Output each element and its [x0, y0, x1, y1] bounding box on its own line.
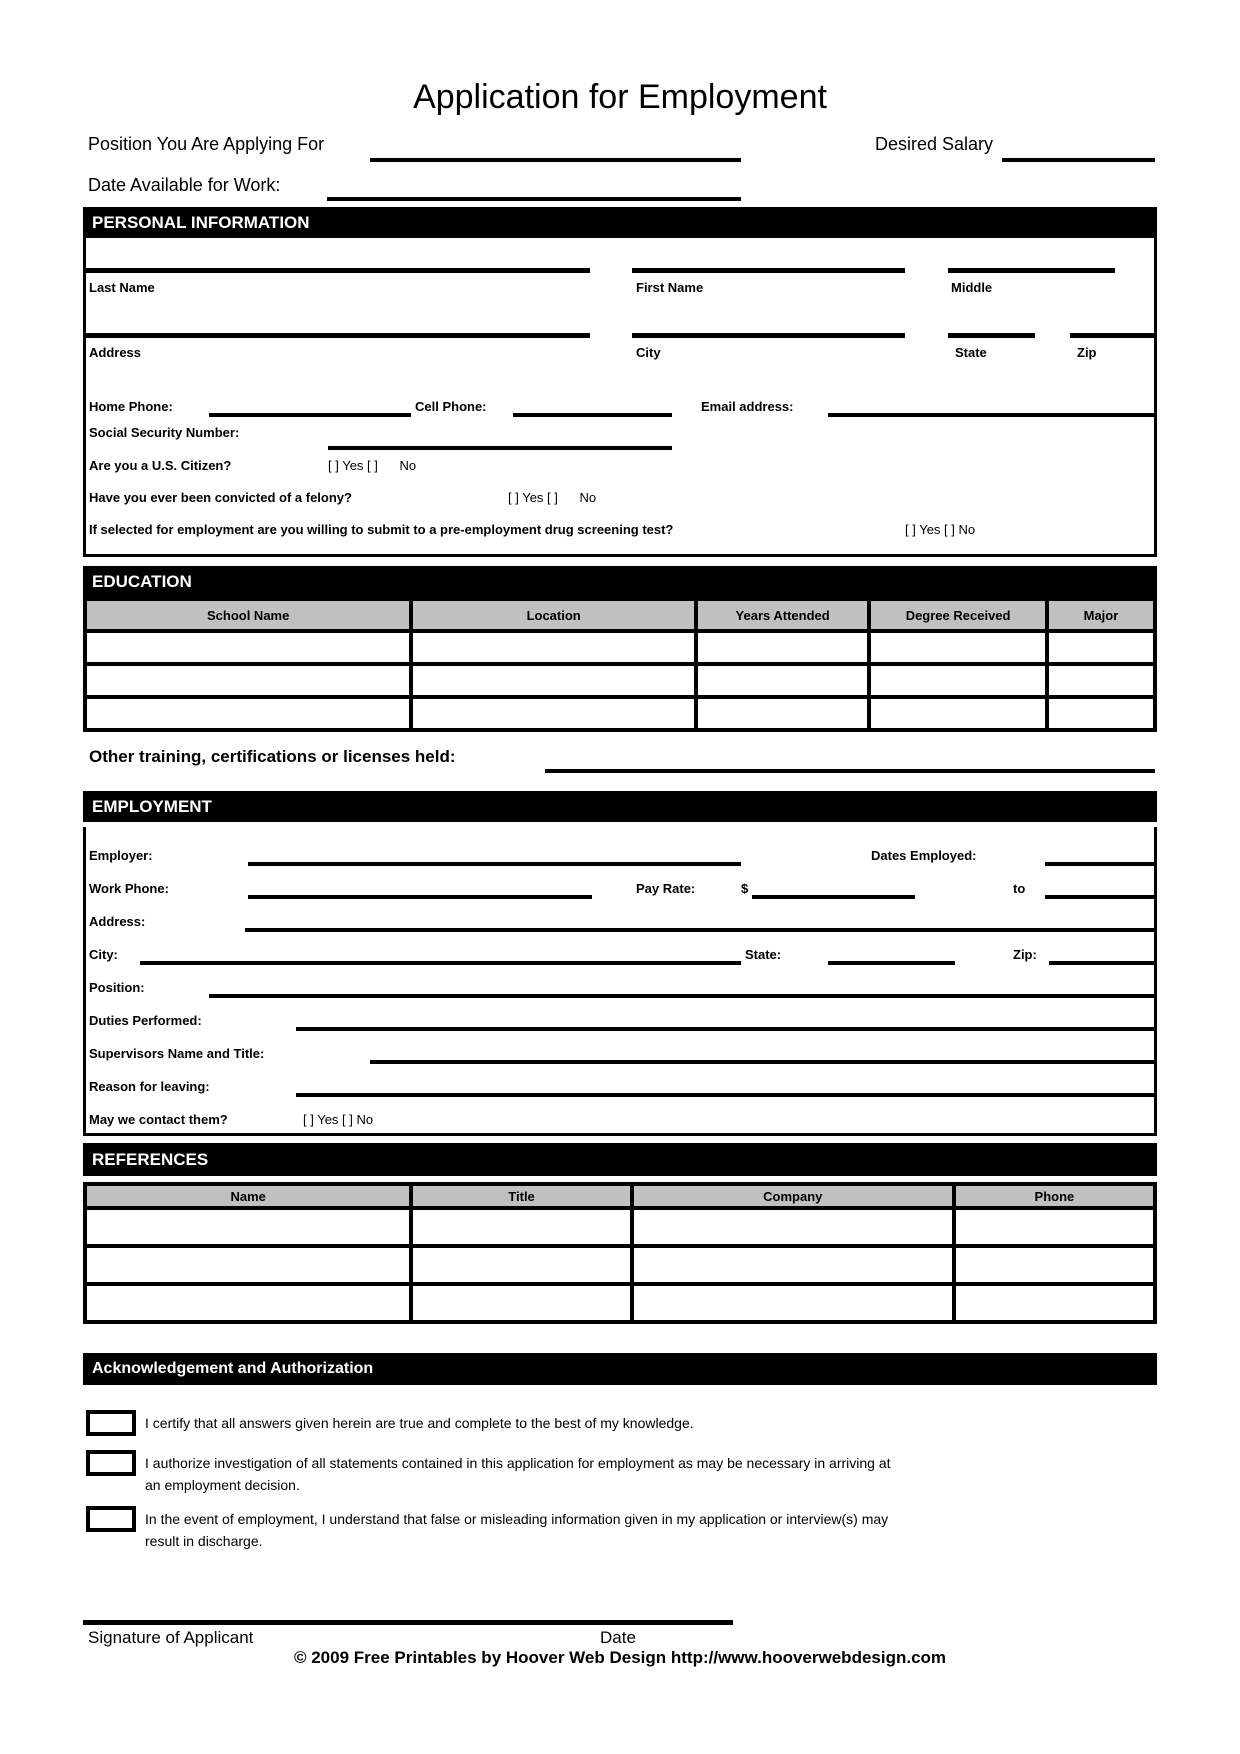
section-header-acknowledgement: Acknowledgement and Authorization — [83, 1353, 1157, 1385]
ssn-input-line[interactable] — [328, 446, 672, 450]
education-row — [85, 697, 1155, 730]
position-applying-label: Position You Are Applying For — [88, 134, 325, 154]
education-cell[interactable] — [869, 697, 1047, 730]
education-cell[interactable] — [696, 631, 869, 664]
education-col-location: Location — [411, 599, 696, 631]
education-header-row — [85, 599, 1155, 631]
education-cell[interactable] — [85, 664, 411, 697]
reference-cell[interactable] — [954, 1208, 1155, 1246]
education-col-degree-received: Degree Received — [869, 599, 1047, 631]
address-label: Address — [89, 345, 142, 360]
reference-cell[interactable] — [632, 1284, 954, 1322]
position-applying-input-line[interactable] — [370, 158, 741, 162]
ssn-label: Social Security Number: — [89, 425, 240, 440]
may-we-contact-yes-no-checkboxes[interactable]: [ ] Yes [ ] No — [303, 1112, 374, 1127]
section-header-references: REFERENCES — [83, 1143, 1157, 1176]
dates-employed-from-input-line[interactable] — [1045, 862, 1155, 866]
reference-cell[interactable] — [632, 1208, 954, 1246]
employer-address-label: Address: — [89, 914, 146, 929]
desired-salary-label: Desired Salary — [875, 134, 994, 154]
dates-employed-to-input-line[interactable] — [1045, 895, 1155, 899]
email-address-label: Email address: — [701, 399, 794, 414]
state-input-line[interactable] — [948, 333, 1035, 338]
education-cell[interactable] — [85, 697, 411, 730]
education-cell[interactable] — [1047, 631, 1155, 664]
reference-cell[interactable] — [411, 1246, 631, 1284]
certify-statement: I certify that all answers given herein are true and complete to the best of my knowledge. — [145, 1415, 694, 1431]
supervisor-name-title-input-line[interactable] — [370, 1060, 1155, 1064]
education-cell[interactable] — [696, 697, 869, 730]
false-information-statement-line2: result in discharge. — [145, 1533, 263, 1549]
employer-address-input-line[interactable] — [245, 928, 1155, 932]
employer-state-input-line[interactable] — [828, 961, 955, 965]
pay-rate-label: Pay Rate: — [636, 881, 696, 896]
education-table — [83, 597, 1157, 732]
reference-cell[interactable] — [954, 1246, 1155, 1284]
cell-phone-label: Cell Phone: — [415, 399, 487, 414]
section-header-personal-information: PERSONAL INFORMATION — [83, 207, 1157, 238]
education-cell[interactable] — [85, 631, 411, 664]
zip-input-line[interactable] — [1070, 333, 1155, 338]
address-input-line[interactable] — [86, 333, 590, 338]
pay-rate-dollar-sign: $ — [741, 881, 749, 896]
certify-checkbox[interactable] — [86, 1410, 136, 1436]
felony-question: Have you ever been convicted of a felony? — [89, 490, 352, 505]
date-available-input-line[interactable] — [327, 197, 741, 201]
reference-cell[interactable] — [411, 1284, 631, 1322]
education-cell[interactable] — [411, 664, 696, 697]
cell-phone-input-line[interactable] — [513, 413, 672, 417]
education-cell[interactable] — [411, 697, 696, 730]
reason-for-leaving-label: Reason for leaving: — [89, 1079, 210, 1094]
employer-city-input-line[interactable] — [140, 961, 741, 965]
first-name-input-line[interactable] — [632, 268, 905, 273]
dates-employed-to-label: to — [1013, 881, 1026, 896]
other-training-label: Other training, certifications or licenses held: — [89, 747, 456, 766]
first-name-label: First Name — [636, 280, 704, 295]
education-col-major: Major — [1047, 599, 1155, 631]
education-row — [85, 631, 1155, 664]
references-table — [83, 1182, 1157, 1324]
drug-screening-yes-no-checkboxes[interactable]: [ ] Yes [ ] No — [905, 522, 976, 537]
education-cell[interactable] — [1047, 664, 1155, 697]
education-cell[interactable] — [696, 664, 869, 697]
education-cell[interactable] — [869, 631, 1047, 664]
position-held-label: Position: — [89, 980, 145, 995]
last-name-label: Last Name — [89, 280, 155, 295]
supervisor-name-title-label: Supervisors Name and Title: — [89, 1046, 265, 1061]
false-information-statement-line1: In the event of employment, I understand that false or misleading information given in my application or interview(s) may — [145, 1511, 889, 1527]
references-row — [85, 1208, 1155, 1246]
references-col-phone: Phone — [954, 1184, 1155, 1208]
duties-performed-input-line[interactable] — [296, 1027, 1155, 1031]
employer-city-label: City: — [89, 947, 118, 962]
employer-state-label: State: — [745, 947, 782, 962]
reference-cell[interactable] — [85, 1246, 411, 1284]
section-header-employment: EMPLOYMENT — [83, 791, 1157, 822]
middle-name-input-line[interactable] — [948, 268, 1115, 273]
zip-label: Zip — [1077, 345, 1097, 360]
middle-name-label: Middle — [951, 280, 993, 295]
employment-box — [83, 827, 1157, 1136]
signature-input-line[interactable] — [83, 1620, 733, 1625]
authorize-investigation-checkbox[interactable] — [86, 1450, 136, 1476]
home-phone-label: Home Phone: — [89, 399, 173, 414]
last-name-input-line[interactable] — [86, 268, 590, 273]
references-header-row — [85, 1184, 1155, 1208]
reference-cell[interactable] — [85, 1208, 411, 1246]
employer-input-line[interactable] — [248, 862, 741, 866]
copyright-notice: © 2009 Free Printables by Hoover Web Design http://www.hooverwebdesign.com — [293, 1648, 947, 1667]
work-phone-input-line[interactable] — [248, 895, 592, 899]
other-training-input-line[interactable] — [545, 769, 1155, 773]
authorize-statement-line2: an employment decision. — [145, 1477, 300, 1493]
drug-screening-question: If selected for employment are you willing to submit to a pre-employment drug screening test? — [89, 522, 674, 537]
personal-information-box — [83, 238, 1157, 557]
employer-label: Employer: — [89, 848, 153, 863]
date-available-label: Date Available for Work: — [88, 175, 281, 195]
references-col-company: Company — [632, 1184, 954, 1208]
reference-cell[interactable] — [85, 1284, 411, 1322]
desired-salary-input-line[interactable] — [1002, 158, 1155, 162]
references-row — [85, 1246, 1155, 1284]
reference-cell[interactable] — [954, 1284, 1155, 1322]
education-col-school-name: School Name — [85, 599, 411, 631]
pay-rate-input-line[interactable] — [752, 895, 915, 899]
reference-cell[interactable] — [632, 1246, 954, 1284]
us-citizen-question: Are you a U.S. Citizen? — [89, 458, 232, 473]
references-row — [85, 1284, 1155, 1322]
us-citizen-yes-no-checkboxes[interactable]: [ ] Yes [ ] No — [328, 458, 417, 473]
employer-zip-label: Zip: — [1013, 947, 1037, 962]
education-row — [85, 664, 1155, 697]
signature-of-applicant-label: Signature of Applicant — [88, 1628, 254, 1647]
work-phone-label: Work Phone: — [89, 881, 169, 896]
city-label: City — [636, 345, 661, 360]
section-header-education: EDUCATION — [83, 566, 1157, 597]
reference-cell[interactable] — [411, 1208, 631, 1246]
references-col-title: Title — [411, 1184, 631, 1208]
duties-performed-label: Duties Performed: — [89, 1013, 202, 1028]
education-col-years-attended: Years Attended — [696, 599, 869, 631]
signature-date-label: Date — [600, 1628, 636, 1647]
education-cell[interactable] — [411, 631, 696, 664]
false-information-checkbox[interactable] — [86, 1506, 136, 1532]
form-title: Application for Employment — [413, 78, 827, 116]
position-held-input-line[interactable] — [209, 994, 1155, 998]
reason-for-leaving-input-line[interactable] — [296, 1093, 1155, 1097]
employer-zip-input-line[interactable] — [1049, 961, 1155, 965]
email-address-input-line[interactable] — [828, 413, 1155, 417]
references-col-name: Name — [85, 1184, 411, 1208]
felony-yes-no-checkboxes[interactable]: [ ] Yes [ ] No — [508, 490, 597, 505]
state-label: State — [955, 345, 987, 360]
education-cell[interactable] — [869, 664, 1047, 697]
city-input-line[interactable] — [632, 333, 905, 338]
authorize-statement-line1: I authorize investigation of all statements contained in this application for employment as may be necessary in arriving at — [145, 1455, 891, 1471]
education-cell[interactable] — [1047, 697, 1155, 730]
home-phone-input-line[interactable] — [209, 413, 411, 417]
may-we-contact-question: May we contact them? — [89, 1112, 228, 1127]
dates-employed-label: Dates Employed: — [871, 848, 977, 863]
